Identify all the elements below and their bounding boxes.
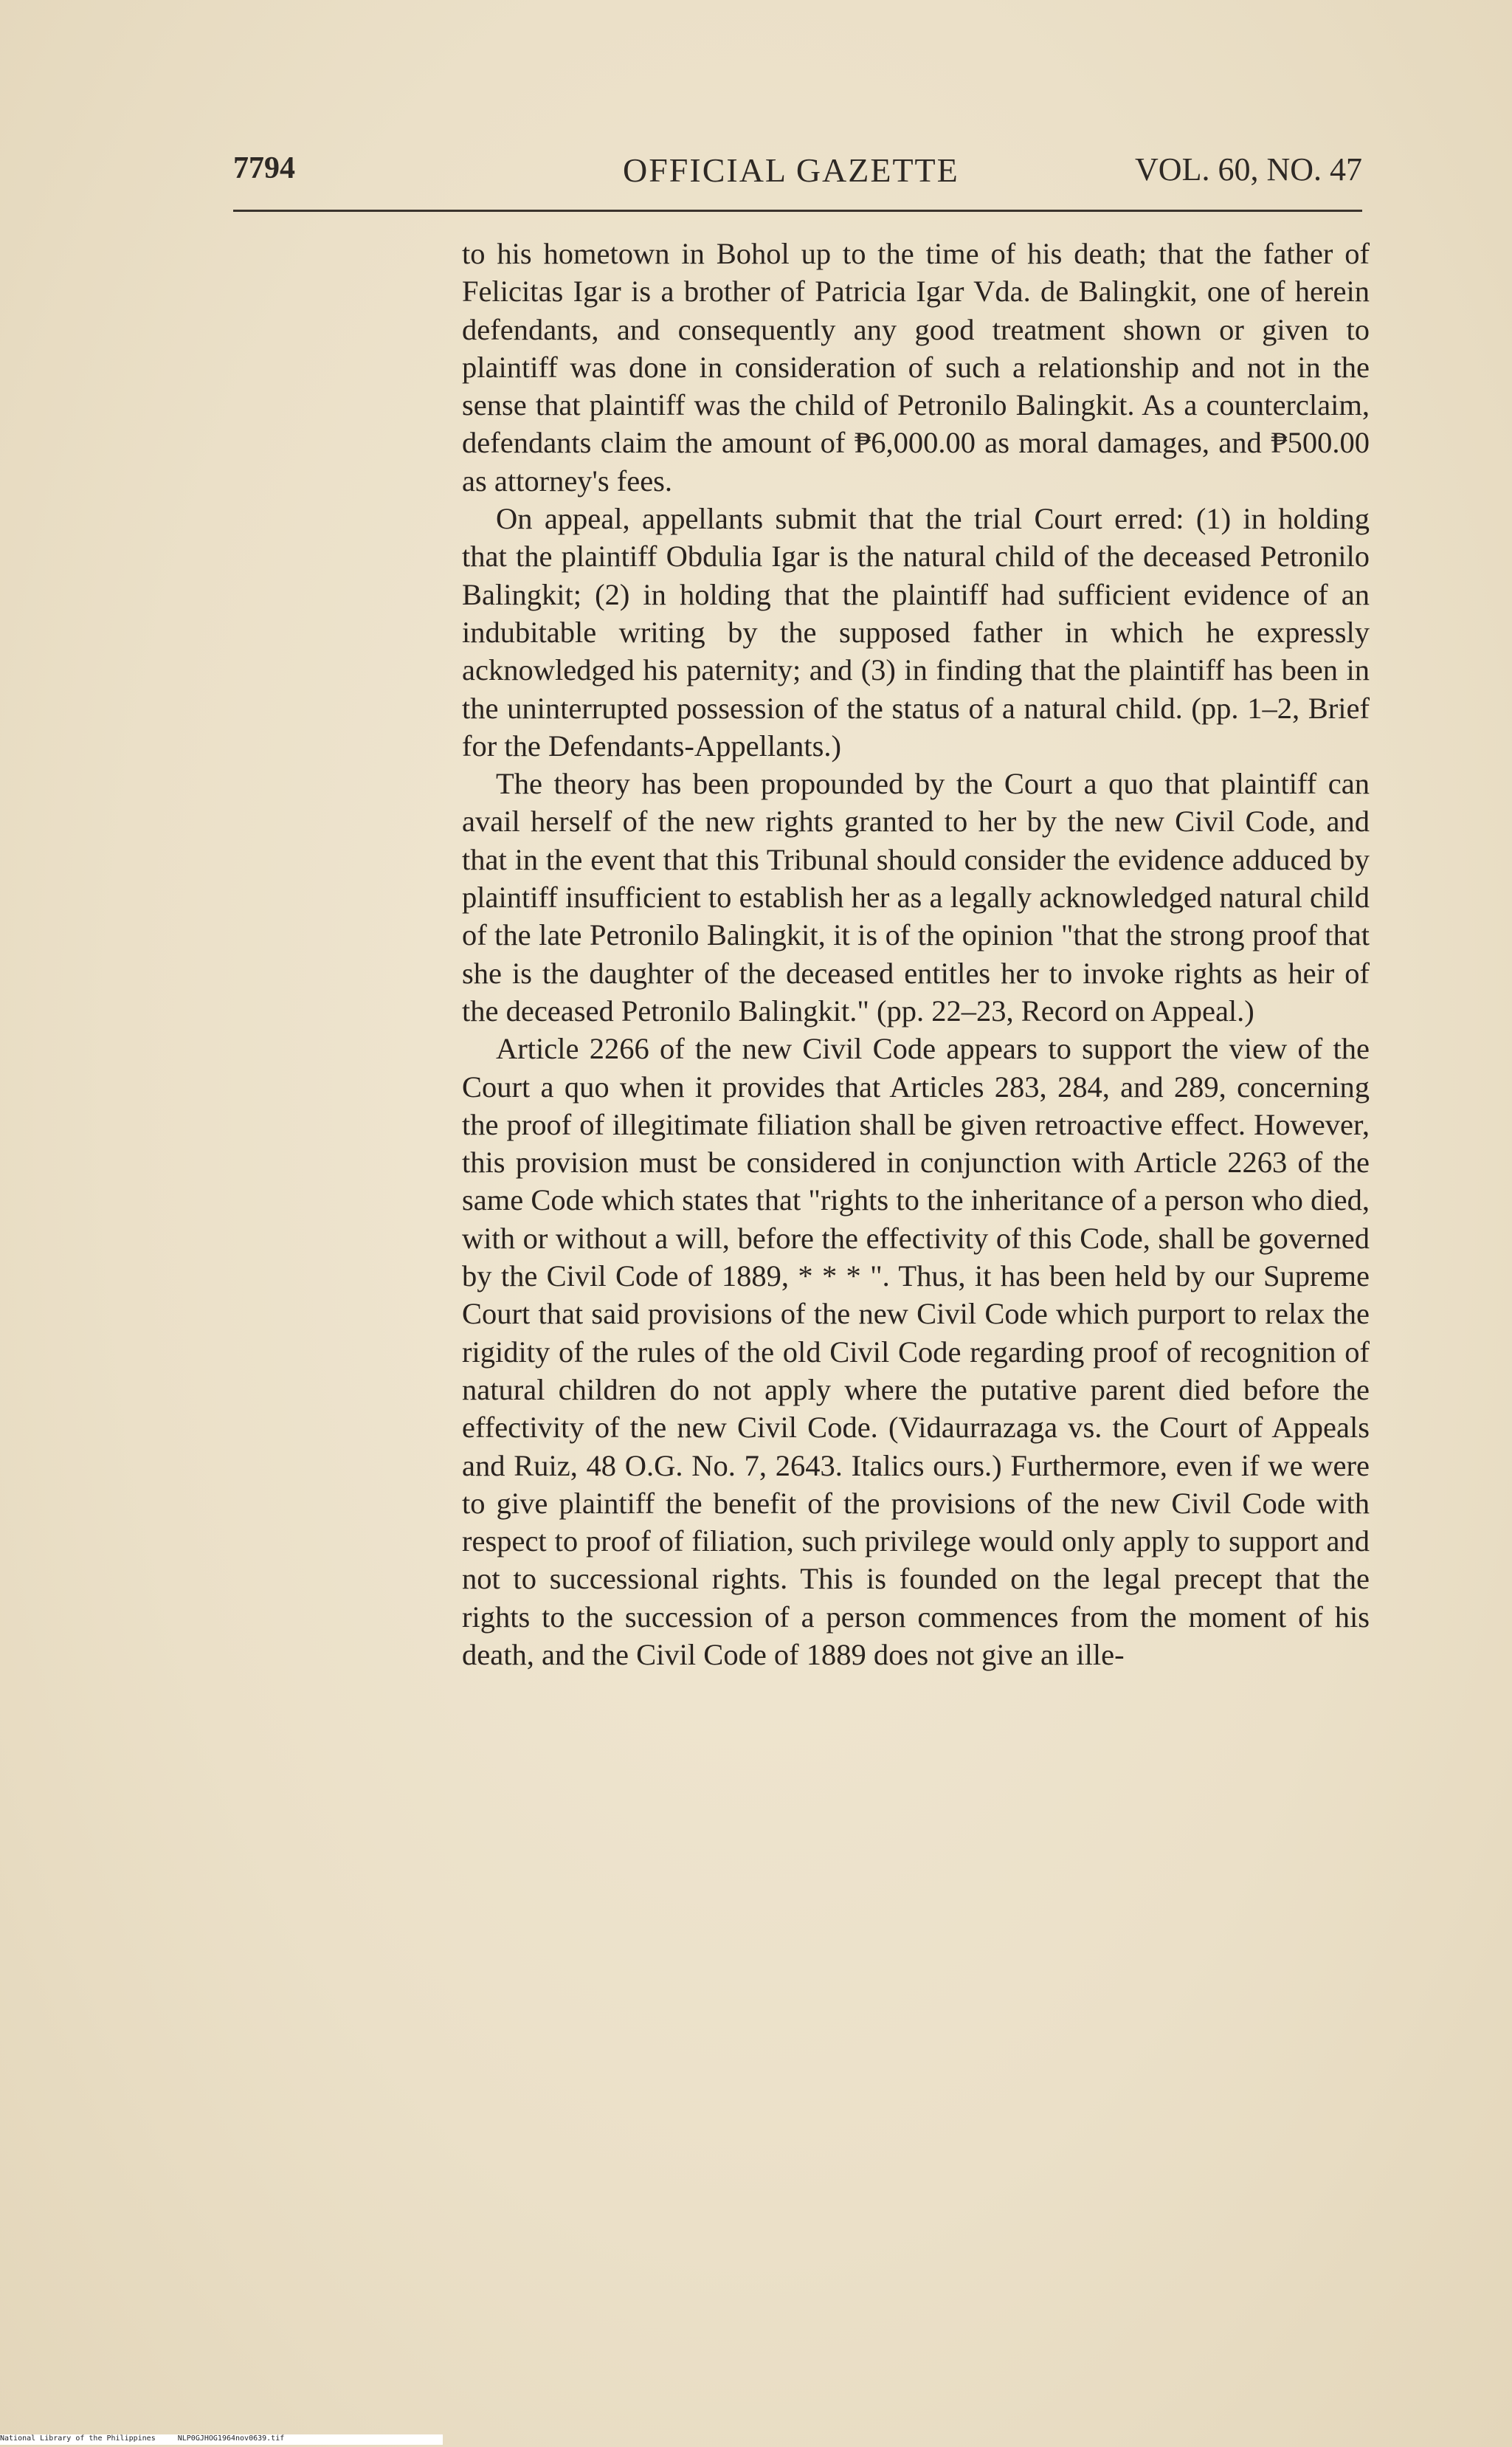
header-rule <box>233 210 1362 212</box>
page-number: 7794 <box>233 151 295 185</box>
footer-filename: NLP0GJHOG1964nov0639.tif <box>177 2434 285 2443</box>
running-header <box>233 148 1362 199</box>
journal-title: OFFICIAL GAZETTE <box>623 151 959 189</box>
paragraph: to his hometown in Bohol up to the time of his death; that the father of Felicitas Igar is a brother of Patricia Igar Vda. de Balingkit, one of herein defendants, and consequently any good treatment shown or given to plaintiff was done in consideration of such a relationship and not in the sense that plaintiff was the child of Petronilo Balingkit. As a counterclaim, defendants claim the amount of ₱6,000.00 as moral damages, and ₱500.00 as attorney's fees. <box>462 237 1370 498</box>
paragraph: On appeal, appellants submit that the trial Court erred: (1) in holding that the plaintiff Obdulia Igar is the natural child of the deceased Petronilo Balingkit; (2) in holding that the plaintiff had sufficient evidence of an indubitable writing by the supposed father in which he expressly acknowledged his paternity; and (3) in finding that the plaintiff has been in the uninterrupted possession of the status of a natural child. (pp. 1–2, Brief for the Defendants-Appellants.) <box>462 502 1370 763</box>
volume-info: VOL. 60, NO. 47 <box>1135 151 1362 187</box>
body-text <box>462 235 1370 1673</box>
footer-library: National Library of the Philippines <box>0 2434 156 2443</box>
paragraph: Article 2266 of the new Civil Code appears to support the view of the Court a quo when it provides that Articles 283, 284, and 289, concerning the proof of illegitimate filiation shall be given retroactive effect. However, this provision must be considered in conjunction with Article 2263 of the same Code which states that "rights to the inheritance of a person who died, with or without a will, before the effectivity of this Code, shall be governed by the Civil Code of 1889, * * * ". Thus, it has been held by our Supreme Court that said provisions of the new Civil Code which purport to relax the rigidity of the rules of the old Civil Code regarding proof of recognition of natural children do not apply where the putative parent died before the effectivity of the new Civil Code. (Vidaurrazaga vs. the Court of Appeals and Ruiz, 48 O.G. No. 7, 2643. Italics ours.) Furthermore, even if we were to give plaintiff the benefit of the provisions of the new Civil Code with respect to proof of filiation, such privilege would only apply to support and not to successional rights. This is founded on the legal precept that the rights to the succession of a person commences from the moment of his death, and the Civil Code of 1889 does not give an ille- <box>462 1032 1370 1671</box>
paragraph: The theory has been propounded by the Court a quo that plaintiff can avail herself of the new rights granted to her by the new Civil Code, and that in the event that this Tribunal should consider the evidence adduced by plaintiff insufficient to establish her as a legally acknowledged natural child of the late Petronilo Balingkit, it is of the opinion "that the strong proof that she is the daughter of the deceased entitles her to invoke rights as heir of the deceased Petronilo Balingkit." (pp. 22–23, Record on Appeal.) <box>462 767 1370 1028</box>
scan-footer <box>0 2434 443 2445</box>
